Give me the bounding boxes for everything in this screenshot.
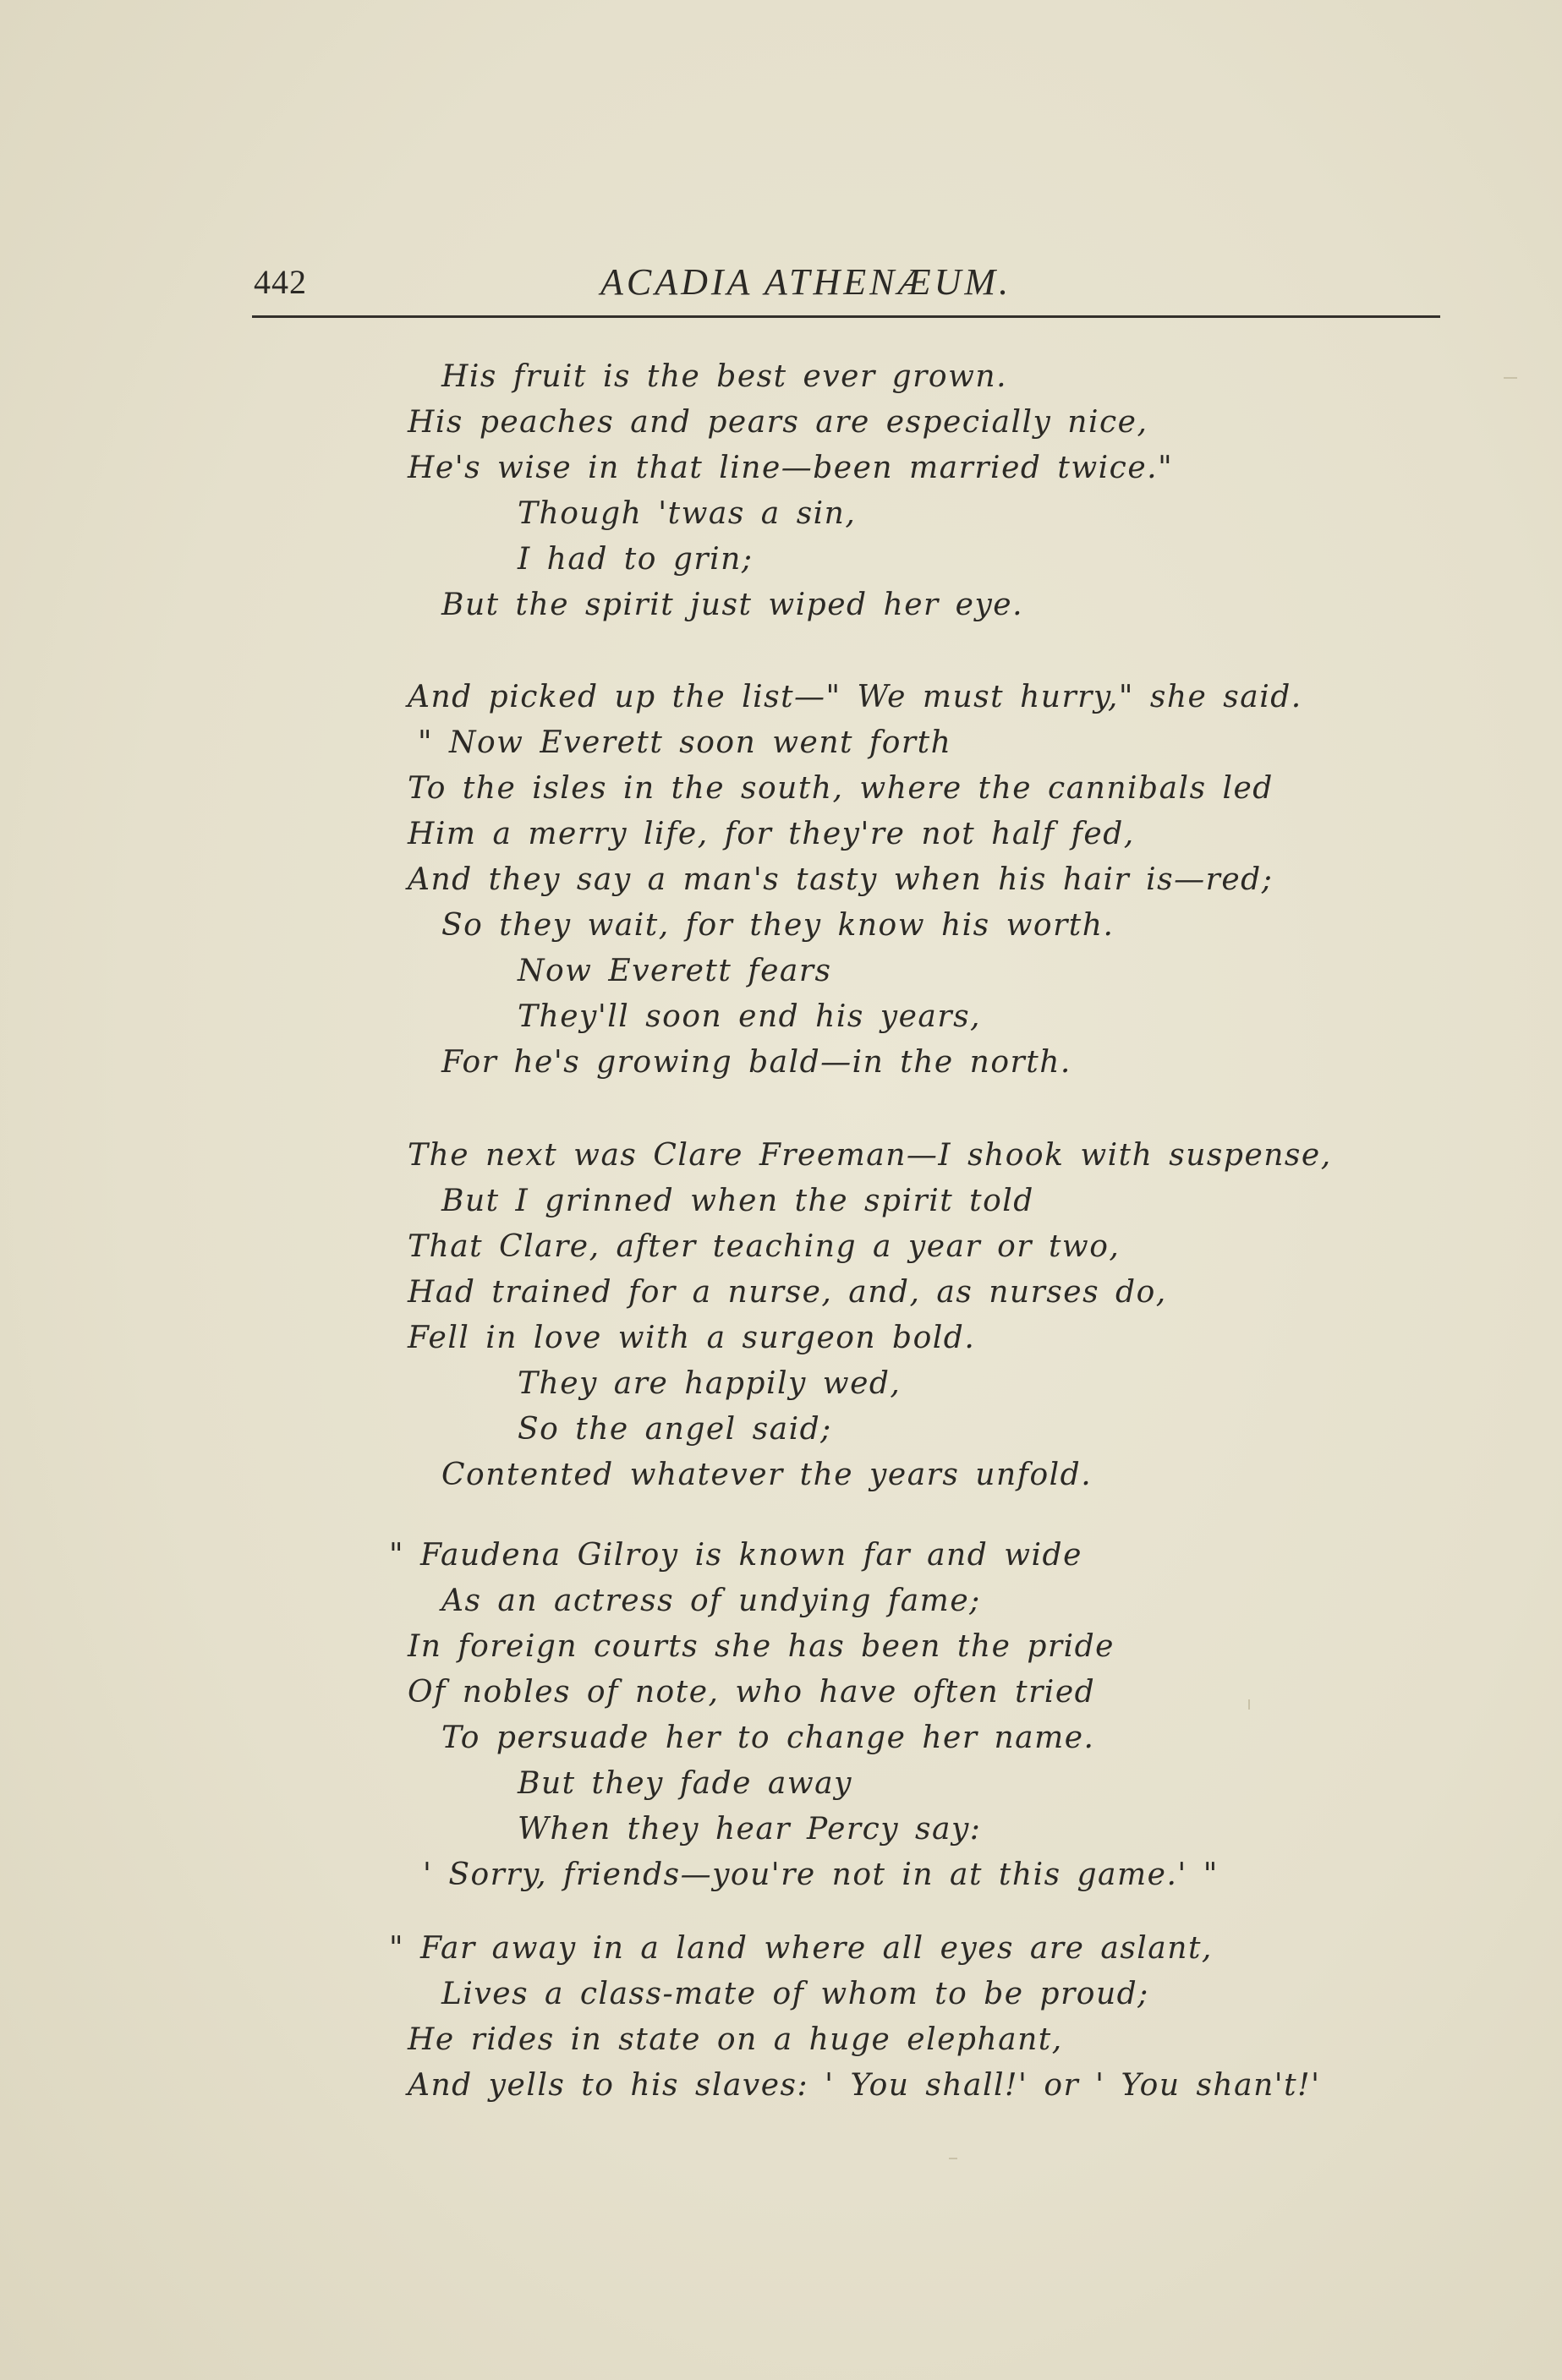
poem-line: So they wait, for they know his worth. xyxy=(441,908,1115,943)
paper-speck xyxy=(1248,1699,1250,1710)
poem-line: I had to grin; xyxy=(518,542,754,577)
page-number: 442 xyxy=(254,263,307,301)
poem-line: His peaches and pears are especially nice, xyxy=(408,405,1148,440)
poem-line: He rides in state on a huge elephant, xyxy=(408,2022,1063,2057)
poem-line: The next was Clare Freeman—I shook with suspense, xyxy=(408,1138,1332,1173)
poem-line: Now Everett fears xyxy=(518,954,832,988)
poem-line: Him a merry life, for they're not half fed, xyxy=(408,817,1135,851)
poem-line: But the spirit just wiped her eye. xyxy=(441,588,1024,622)
poem-line: And picked up the list—" We must hurry," she said. xyxy=(408,680,1302,714)
paper-speck xyxy=(949,2158,957,2159)
paper-speck xyxy=(1504,377,1517,379)
poem-line: Lives a class-mate of whom to be proud; xyxy=(441,1977,1149,2011)
poem-line: To the isles in the south, where the cannibals led xyxy=(408,771,1274,806)
poem-line: And they say a man's tasty when his hair is—red; xyxy=(408,862,1274,897)
poem-line: Fell in love with a surgeon bold. xyxy=(408,1321,976,1355)
poem-line: So the angel said; xyxy=(518,1412,832,1447)
poem-line: That Clare, after teaching a year or two, xyxy=(408,1229,1121,1264)
poem-line: To persuade her to change her name. xyxy=(441,1721,1095,1755)
poem-line: He's wise in that line—been married twice." xyxy=(408,451,1174,485)
poem-line: Contented whatever the years unfold. xyxy=(441,1458,1093,1492)
poem-line: But I grinned when the spirit told xyxy=(441,1184,1034,1218)
poem-line: Though 'twas a sin, xyxy=(518,496,857,531)
poem-line: They are happily wed, xyxy=(518,1366,902,1401)
poem-line: And yells to his slaves: ' You shall!' or ' You shan't!' xyxy=(408,2068,1321,2103)
poem-line: " Now Everett soon went forth xyxy=(418,725,952,760)
poem-line: " Faudena Gilroy is known far and wide xyxy=(389,1538,1082,1573)
poem-line: Had trained for a nurse, and, as nurses do, xyxy=(408,1275,1167,1310)
running-head: ACADIA ATHENÆUM. xyxy=(600,261,1012,303)
poem-line: In foreign courts she has been the pride xyxy=(408,1629,1115,1664)
poem-line: ' Sorry, friends—you're not in at this game.' " xyxy=(423,1857,1219,1892)
poem-line: " Far away in a land where all eyes are aslant, xyxy=(389,1931,1213,1966)
poem-line: For he's growing bald—in the north. xyxy=(441,1045,1071,1080)
poem-line: When they hear Percy say: xyxy=(518,1812,982,1847)
poem-line: As an actress of undying fame; xyxy=(441,1584,981,1618)
poem-line: They'll soon end his years, xyxy=(518,999,981,1034)
poem-line: His fruit is the best ever grown. xyxy=(441,359,1008,394)
poem-line: Of nobles of note, who have often tried xyxy=(408,1675,1096,1710)
poem-line: But they fade away xyxy=(518,1766,852,1801)
